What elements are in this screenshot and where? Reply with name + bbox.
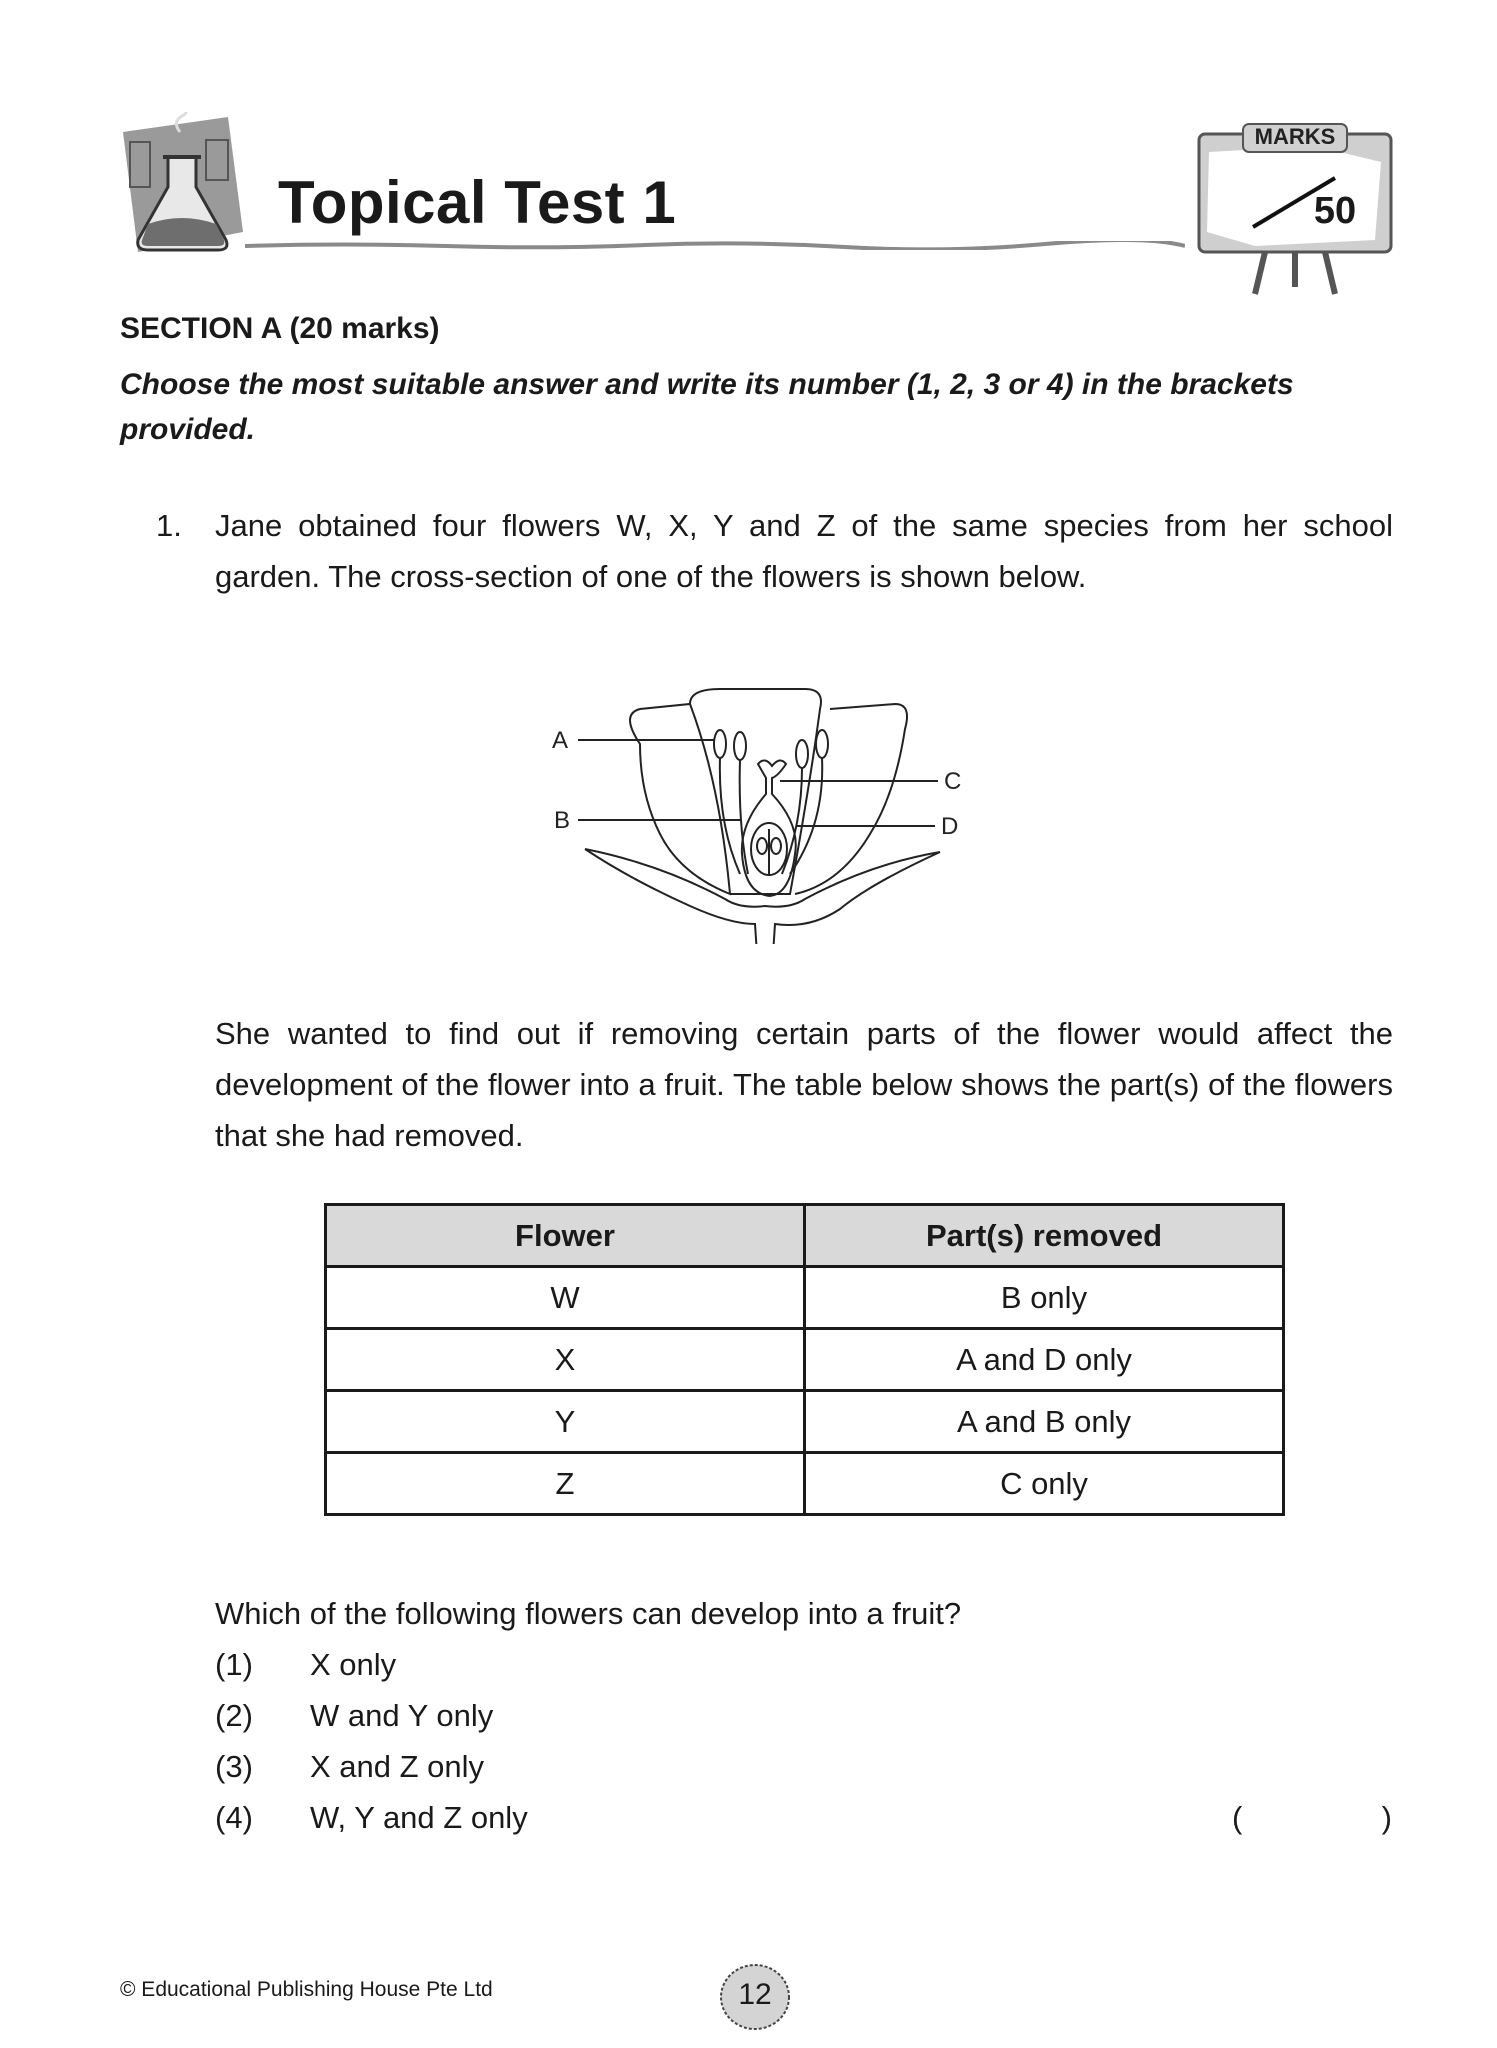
section-instructions: Choose the most suitable answer and write its number (1, 2, 3 or 4) in the brackets provided. — [120, 368, 1294, 446]
table-cell-parts: A and D only — [805, 1329, 1284, 1391]
bracket-open: ( — [1232, 1800, 1243, 1835]
table-cell-flower: Z — [326, 1453, 805, 1515]
page-number: 12 — [738, 1978, 772, 2011]
table-row — [326, 1329, 1284, 1391]
marks-total: 50 — [1313, 190, 1357, 232]
diagram-label-b: B — [554, 807, 571, 834]
option-number: (3) — [215, 1749, 253, 1784]
table-cell-flower: W — [326, 1267, 805, 1329]
table-cell-flower: X — [326, 1329, 805, 1391]
section-heading: SECTION A (20 marks) — [120, 312, 440, 345]
page-title: Topical Test 1 — [278, 169, 677, 236]
diagram-label-d: D — [941, 813, 959, 840]
flower-cross-section-diagram — [540, 684, 990, 944]
option-number: (2) — [215, 1698, 253, 1733]
option-text: W and Y only — [310, 1698, 494, 1733]
bracket-close: ) — [1381, 1800, 1392, 1835]
option-4 — [215, 1792, 528, 1843]
flower-parts-table — [324, 1203, 1285, 1516]
answer-bracket[interactable] — [1232, 1792, 1392, 1843]
option-text: W, Y and Z only — [310, 1800, 528, 1835]
option-number: (4) — [215, 1800, 253, 1835]
question-context: She wanted to find out if removing certain parts of the flower would affect the development of the flower into a fruit. The table below shows the part(s) of the flowers that she had removed. — [215, 1016, 1393, 1153]
question-prompt: Which of the following flowers can develop into a fruit? — [215, 1596, 962, 1631]
copyright-notice: © Educational Publishing House Pte Ltd — [120, 1978, 493, 2001]
diagram-label-a: A — [552, 727, 569, 754]
option-1 — [215, 1639, 396, 1690]
flask-icon — [118, 112, 248, 262]
table-header-flower: Flower — [326, 1205, 805, 1267]
diagram-label-c: C — [944, 768, 962, 795]
question-stem: Jane obtained four flowers W, X, Y and Z of the same species from her school garden. The cross-section of one of the flowers is shown below. — [215, 508, 1393, 594]
option-3 — [215, 1741, 484, 1792]
marks-label: MARKS — [1254, 124, 1336, 149]
table-cell-parts: B only — [805, 1267, 1284, 1329]
table-row — [326, 1267, 1284, 1329]
question-number: 1. — [156, 508, 182, 543]
option-number: (1) — [215, 1647, 253, 1682]
table-cell-parts: A and B only — [805, 1391, 1284, 1453]
table-header-row — [326, 1205, 1284, 1267]
title-underline — [245, 241, 1185, 250]
table-cell-flower: Y — [326, 1391, 805, 1453]
table-header-parts-removed: Part(s) removed — [805, 1205, 1284, 1267]
table-cell-parts: C only — [805, 1453, 1284, 1515]
table-row — [326, 1391, 1284, 1453]
option-2 — [215, 1690, 493, 1741]
option-text: X only — [310, 1647, 397, 1682]
table-row — [326, 1453, 1284, 1515]
option-text: X and Z only — [310, 1749, 485, 1784]
